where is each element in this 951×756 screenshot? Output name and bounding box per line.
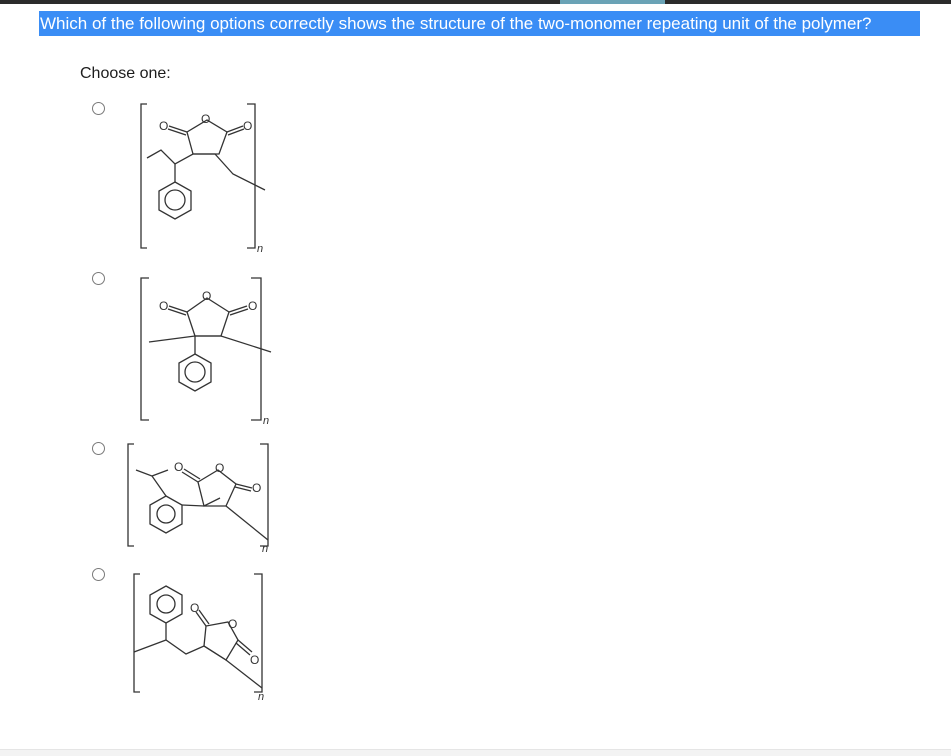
option-2-oxygen-label-right: O (248, 299, 258, 313)
option-2-subscript-n: n (263, 415, 270, 427)
option-1-oxygen-label-ring: O (201, 112, 211, 126)
option-1-oxygen-label-right: O (243, 119, 253, 133)
option-4-structure (128, 568, 278, 708)
top-rule (0, 0, 951, 4)
option-4-oxygen-label: O (190, 601, 200, 615)
option-2-oxygen-label-ring: O (202, 289, 212, 303)
option-3-subscript-n: n (262, 543, 269, 555)
question-text: Which of the following options correctly shows the structure of the two-monomer repeating unit of the polymer? (39, 11, 920, 36)
bottom-bar (0, 749, 951, 756)
option-2-oxygen-label: O (159, 299, 169, 313)
option-2-radio[interactable] (92, 272, 105, 285)
top-rule-accent (560, 0, 665, 4)
option-4-oxygen-label-right: O (250, 653, 260, 667)
option-1-structure (135, 98, 275, 258)
option-3-radio[interactable] (92, 442, 105, 455)
option-4-oxygen-label-ring: O (228, 617, 238, 631)
option-1-oxygen-label: O (159, 119, 169, 133)
option-4-radio[interactable] (92, 568, 105, 581)
choose-one-label: Choose one: (80, 65, 171, 82)
option-1-radio[interactable] (92, 102, 105, 115)
option-3-oxygen-label-right: O (252, 481, 262, 495)
option-1-subscript-n: n (257, 243, 264, 255)
option-3-oxygen-label-ring: O (215, 461, 225, 475)
option-2-structure (135, 272, 285, 432)
option-4-subscript-n: n (258, 691, 265, 703)
option-3-structure (122, 436, 282, 561)
option-3-oxygen-label: O (174, 460, 184, 474)
